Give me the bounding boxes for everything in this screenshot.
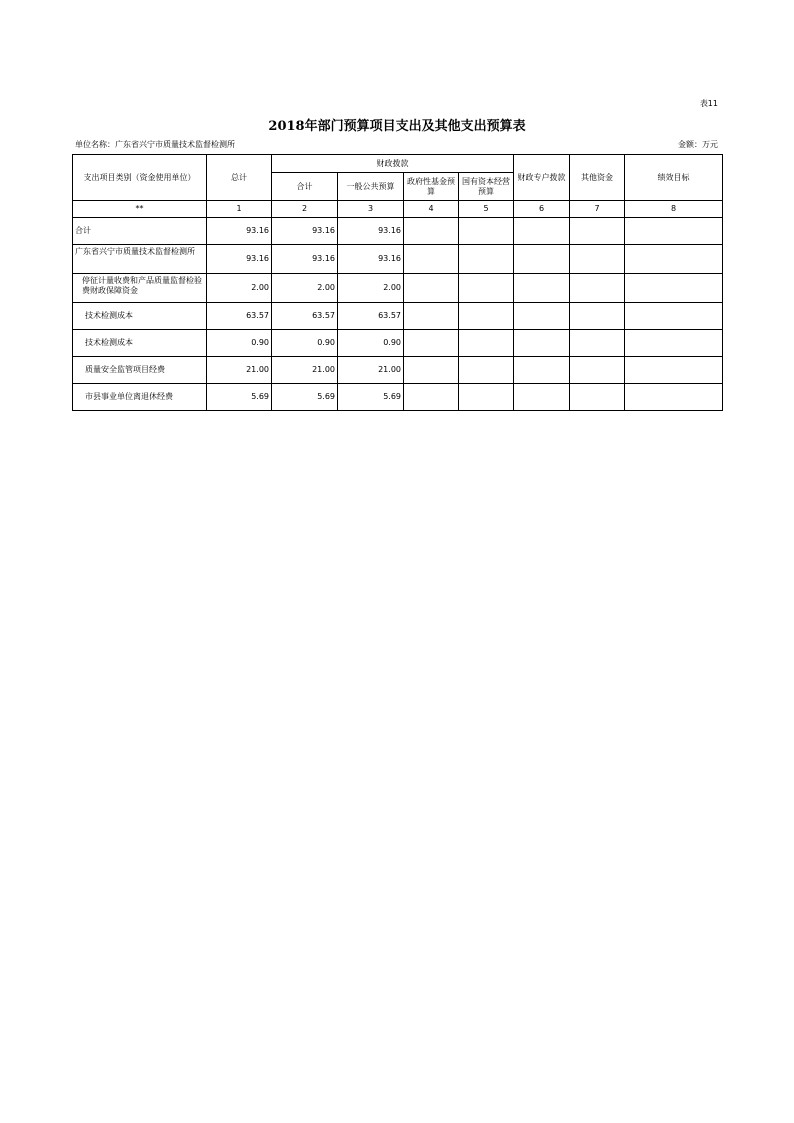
table-row xyxy=(73,357,723,384)
cell-other-funds xyxy=(570,274,625,303)
row-name: 技术检测成本 xyxy=(73,330,207,357)
index-cell: 1 xyxy=(207,201,272,218)
cell-gov-fund xyxy=(404,384,459,411)
cell-fiscal-total: 5.69 xyxy=(272,384,338,411)
cell-special-account xyxy=(514,384,570,411)
cell-special-account xyxy=(514,303,570,330)
cell-special-account xyxy=(514,274,570,303)
cell-other-funds xyxy=(570,303,625,330)
cell-general-budget: 63.57 xyxy=(338,303,404,330)
page-title: 2018年部门预算项目支出及其他支出预算表 xyxy=(268,119,526,134)
header-fiscal-total: 合计 xyxy=(272,173,338,201)
row-name: 质量安全监管项目经费 xyxy=(73,357,207,384)
cell-fiscal-total: 21.00 xyxy=(272,357,338,384)
table-row xyxy=(73,218,723,245)
cell-total: 5.69 xyxy=(207,384,272,411)
cell-total: 93.16 xyxy=(207,245,272,274)
header-row-1 xyxy=(73,155,723,173)
cell-fiscal-total: 93.16 xyxy=(272,218,338,245)
header-gov-fund: 政府性基金预算 xyxy=(404,173,459,201)
cell-fiscal-total: 0.90 xyxy=(272,330,338,357)
index-cell: ** xyxy=(73,201,207,218)
row-name: 市县事业单位离退休经费 xyxy=(73,384,207,411)
cell-special-account xyxy=(514,245,570,274)
cell-gov-fund xyxy=(404,303,459,330)
row-name: 广东省兴宁市质量技术监督检测所 xyxy=(73,245,207,274)
table-row xyxy=(73,245,723,274)
cell-general-budget: 93.16 xyxy=(338,245,404,274)
header-category: 支出项目类别（资金使用单位） xyxy=(73,155,207,201)
cell-special-account xyxy=(514,218,570,245)
cell-performance xyxy=(625,245,723,274)
cell-state-capital xyxy=(459,303,514,330)
header-performance: 绩效目标 xyxy=(625,155,723,201)
index-cell: 2 xyxy=(272,201,338,218)
cell-gov-fund xyxy=(404,357,459,384)
index-cell: 7 xyxy=(570,201,625,218)
cell-total: 63.57 xyxy=(207,303,272,330)
row-name: 合计 xyxy=(73,218,207,245)
cell-state-capital xyxy=(459,274,514,303)
index-row xyxy=(73,201,723,218)
cell-performance xyxy=(625,274,723,303)
cell-state-capital xyxy=(459,245,514,274)
table-row xyxy=(73,303,723,330)
row-name: 停征计量收费和产品质量监督检验费财政保障资金 xyxy=(73,274,207,303)
row-name: 技术检测成本 xyxy=(73,303,207,330)
cell-gov-fund xyxy=(404,274,459,303)
cell-performance xyxy=(625,384,723,411)
cell-total: 0.90 xyxy=(207,330,272,357)
cell-general-budget: 5.69 xyxy=(338,384,404,411)
cell-general-budget: 93.16 xyxy=(338,218,404,245)
cell-gov-fund xyxy=(404,330,459,357)
cell-fiscal-total: 2.00 xyxy=(272,274,338,303)
cell-fiscal-total: 93.16 xyxy=(272,245,338,274)
index-cell: 3 xyxy=(338,201,404,218)
cell-total: 2.00 xyxy=(207,274,272,303)
index-cell: 4 xyxy=(404,201,459,218)
index-cell: 6 xyxy=(514,201,570,218)
cell-state-capital xyxy=(459,330,514,357)
cell-other-funds xyxy=(570,245,625,274)
table-number: 表11 xyxy=(699,99,718,108)
currency-unit: 金额：万元 xyxy=(678,140,718,149)
cell-other-funds xyxy=(570,357,625,384)
cell-total: 93.16 xyxy=(207,218,272,245)
cell-other-funds xyxy=(570,218,625,245)
header-special-account: 财政专户拨款 xyxy=(514,155,570,201)
header-other-funds: 其他资金 xyxy=(570,155,625,201)
table-row xyxy=(73,384,723,411)
header-general-budget: 一般公共预算 xyxy=(338,173,404,201)
unit-name: 单位名称：广东省兴宁市质量技术监督检测所 xyxy=(75,140,235,149)
index-cell: 8 xyxy=(625,201,723,218)
header-state-capital: 国有资本经营预算 xyxy=(459,173,514,201)
cell-performance xyxy=(625,357,723,384)
cell-general-budget: 21.00 xyxy=(338,357,404,384)
cell-general-budget: 2.00 xyxy=(338,274,404,303)
cell-state-capital xyxy=(459,357,514,384)
cell-special-account xyxy=(514,330,570,357)
header-total: 总计 xyxy=(207,155,272,201)
cell-gov-fund xyxy=(404,218,459,245)
cell-total: 21.00 xyxy=(207,357,272,384)
cell-other-funds xyxy=(570,384,625,411)
cell-performance xyxy=(625,330,723,357)
budget-table xyxy=(72,154,723,411)
table-row xyxy=(73,274,723,303)
cell-fiscal-total: 63.57 xyxy=(272,303,338,330)
header-fiscal-group: 财政拨款 xyxy=(272,155,514,173)
table-row xyxy=(73,330,723,357)
index-cell: 5 xyxy=(459,201,514,218)
cell-performance xyxy=(625,218,723,245)
cell-general-budget: 0.90 xyxy=(338,330,404,357)
cell-state-capital xyxy=(459,218,514,245)
cell-special-account xyxy=(514,357,570,384)
cell-other-funds xyxy=(570,330,625,357)
cell-gov-fund xyxy=(404,245,459,274)
cell-performance xyxy=(625,303,723,330)
cell-state-capital xyxy=(459,384,514,411)
